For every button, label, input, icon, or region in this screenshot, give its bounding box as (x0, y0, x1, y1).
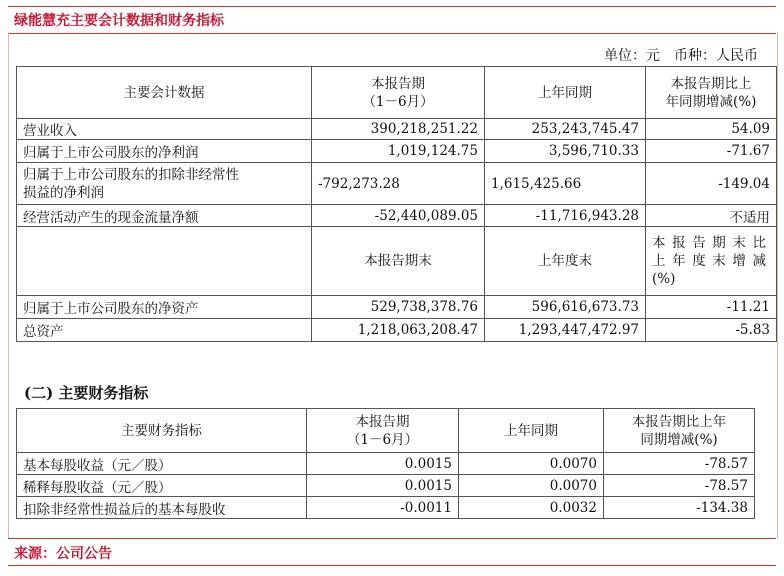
report-title: 绿能慧充主要会计数据和财务指标 (14, 13, 224, 29)
table-row (17, 296, 777, 319)
row-change: -78.57 (604, 453, 755, 475)
table-row (17, 119, 777, 140)
row-current: -52,440,089.05 (312, 205, 485, 227)
row-current: 529,738,378.76 (312, 296, 485, 319)
row-current: 1,019,124.75 (312, 140, 485, 163)
row-current: 1,218,063,208.47 (312, 319, 485, 342)
header-cell-item: 主要财务指标 (17, 409, 307, 453)
report-footer (8, 538, 776, 566)
report-header (8, 6, 776, 34)
row-label: 扣除非经常性损益后的基本每股收 (17, 497, 307, 519)
unit-currency-line: 单位：元 币种：人民币 (604, 48, 758, 64)
header-cell-change: 本报告期比上 年同期增减(%) (646, 67, 777, 119)
row-change: -11.21 (646, 296, 777, 319)
row-label: 总资产 (17, 319, 312, 342)
table-row (17, 205, 777, 227)
section-title-financial-indicators: (二) 主要财务指标 (24, 384, 149, 402)
row-current: 0.0015 (307, 453, 459, 475)
table-subheader-row (17, 227, 777, 296)
row-prior: 0.0032 (459, 497, 604, 519)
row-prior: 1,615,425.66 (485, 163, 646, 205)
subheader-cell-empty (17, 227, 312, 296)
row-label: 稀释每股收益（元／股） (17, 475, 307, 497)
row-prior: 596,616,673.73 (485, 296, 646, 319)
table-row (17, 475, 755, 497)
table-row (17, 140, 777, 163)
table-header-row (17, 67, 777, 119)
table-row (17, 497, 755, 519)
row-current: -0.0011 (307, 497, 459, 519)
row-change: -149.04 (646, 163, 777, 205)
header-cell-current: 本报告期 （1－6月） (307, 409, 459, 453)
row-label: 经营活动产生的现金流量净额 (17, 205, 312, 227)
row-label: 归属于上市公司股东的净利润 (17, 140, 312, 163)
table-row (17, 453, 755, 475)
row-current: 0.0015 (307, 475, 459, 497)
row-prior: 0.0070 (459, 475, 604, 497)
row-change: 不适用 (646, 205, 777, 227)
table-header-row (17, 409, 755, 453)
row-prior: 0.0070 (459, 453, 604, 475)
row-change: -71.67 (646, 140, 777, 163)
row-label: 归属于上市公司股东的扣除非经常性 损益的净利润 (17, 163, 312, 205)
row-prior: -11,716,943.28 (485, 205, 646, 227)
row-prior: 253,243,745.47 (485, 119, 646, 140)
row-change: -134.38 (604, 497, 755, 519)
subheader-cell-current: 本报告期末 (312, 227, 485, 296)
row-change: -78.57 (604, 475, 755, 497)
row-change: -5.83 (646, 319, 777, 342)
header-cell-prior: 上年同期 (485, 67, 646, 119)
header-cell-prior: 上年同期 (459, 409, 604, 453)
header-cell-current: 本报告期 （1－6月） (312, 67, 485, 119)
accounting-data-table (16, 66, 777, 342)
row-current: -792,273.28 (312, 163, 485, 205)
header-cell-item: 主要会计数据 (17, 67, 312, 119)
subheader-cell-prior: 上年度末 (485, 227, 646, 296)
subheader-cell-change: 本报告期末比 上年度末增减 (%) (646, 227, 777, 296)
row-prior: 3,596,710.33 (485, 140, 646, 163)
source-note: 来源：公司公告 (14, 546, 112, 562)
header-cell-change: 本报告期比上年 同期增减(%) (604, 409, 755, 453)
row-label: 归属于上市公司股东的净资产 (17, 296, 312, 319)
financial-indicators-table (16, 408, 755, 519)
row-label: 营业收入 (17, 119, 312, 140)
row-change: 54.09 (646, 119, 777, 140)
row-current: 390,218,251.22 (312, 119, 485, 140)
row-prior: 1,293,447,472.97 (485, 319, 646, 342)
row-label: 基本每股收益（元／股） (17, 453, 307, 475)
table-row (17, 163, 777, 205)
table-row (17, 319, 777, 342)
